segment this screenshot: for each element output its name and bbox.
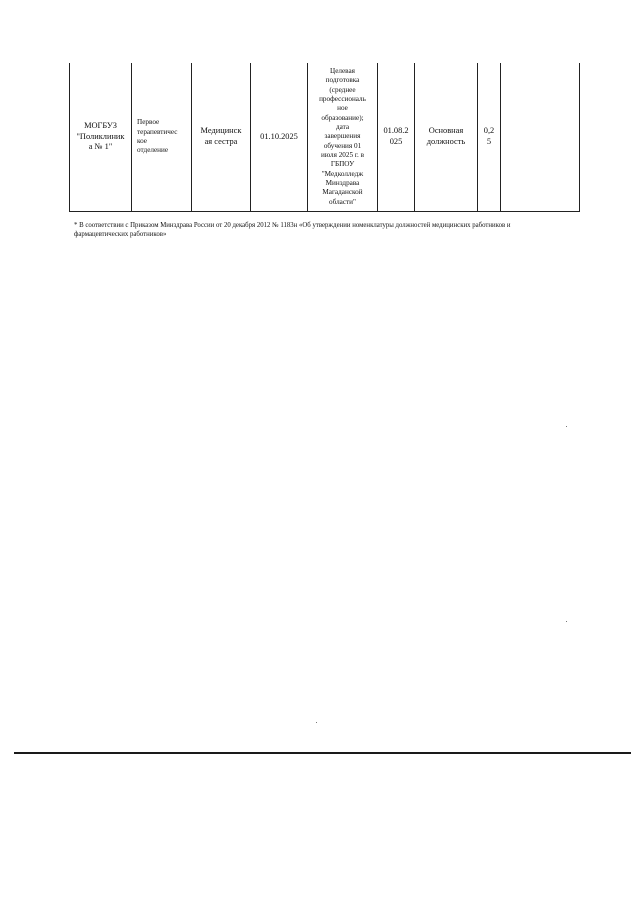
- employment-type-cell: Основная должность: [426, 126, 466, 146]
- rate-cell: 0,2 5: [483, 126, 495, 146]
- footnote: * В соответствии с Приказом Минздрава России от 20 декабря 2012 № 1183н «Об утверждении номенклатуры должностей медицинских работников и фармацевтических работников»: [74, 222, 511, 239]
- scan-speck: [566, 621, 567, 622]
- table-border-bottom: [69, 211, 580, 212]
- position-cell: Медицинск ая сестра: [200, 126, 242, 146]
- date-to-cell: 01.08.2 025: [383, 126, 409, 146]
- bottom-rule: [14, 752, 631, 754]
- condition-cell: Целевая подготовка (среднее профессиональ ное образование); дата завершения обучения 01 июля 2025 г. в ГБПОУ "Медколледж Минздрава Магаданской области": [319, 66, 366, 206]
- organization-cell: МОГБУЗ "Поликлиник а № 1": [76, 120, 125, 152]
- date-from-cell: 01.10.2025: [260, 131, 298, 141]
- table-border-right: [579, 63, 580, 212]
- scan-speck: [316, 722, 317, 723]
- scan-speck: [566, 426, 567, 427]
- extra-cell: [501, 63, 579, 211]
- department-cell: Первое терапевтичес кое отделение: [137, 118, 178, 155]
